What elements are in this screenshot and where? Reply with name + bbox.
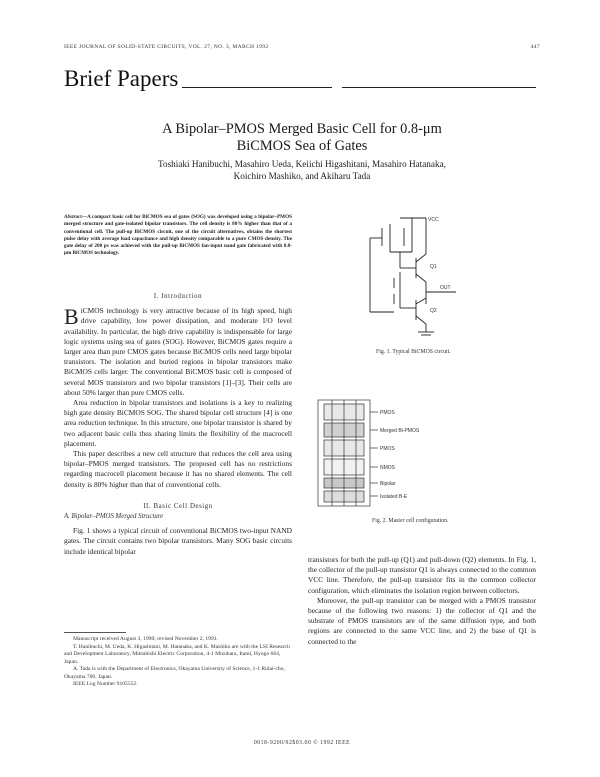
- authors-line-1: Toshiaki Hanibuchi, Masahiro Ueda, Keiichi Higashitani, Masahiro Hatanaka,: [158, 159, 446, 169]
- footnote-affil-2: A. Tada is with the Department of Electronics, Okayama University of Science, 1-1 Ridai-cho, Okayama 700, Japan.: [64, 666, 285, 680]
- intro-heading: I. Introduction: [153, 293, 203, 300]
- abstract-text: —A compact basic cell for BiCMOS sea of gates (SOG) was developed using a bipolar–PMOS merged structure and gate-isolated bipolar transistors. The cell density is 80% higher than that of a conventional cell. The pull-up BiCMOS circuit, one of the circuit alternatives, obtains the shortest pulse delay with average load capacitance and high density comparable to a pure CMOS density. The gate delay of 200 ps was achieved with the pull-up BiCMOS fan-input nand gate fabricated with 0.8-μm BiCMOS technology.: [64, 214, 292, 257]
- intro-p1-text: iCMOS technology is very attractive because of its high speed, high drive capability, low power dissipation, and moderate I/O level availability. In particular, the high drive capability is indispensable for large logic systems using sea of gates (SOG). However, BiCMOS gates require a larger area than pure CMOS gates because BiCMOS cells need large bipolar transistors. The isolation and buried regions in bipolar transistors make BiCMOS cells larger. The conventional BiCMOS basic cell is composed of several MOS transistors and two bipolar transistors [1]–[3]. Their cells are about 50% larger than pure CMOS cells.: [64, 306, 292, 397]
- footnote-rule: [64, 632, 126, 633]
- footnote-received: Manuscript received August 3, 1990; revised November 2, 1991.: [73, 636, 218, 642]
- section-head: Brief Papers: [64, 66, 179, 91]
- fig2-layer-label: NMOS: [380, 465, 395, 471]
- fig2-layout: [308, 398, 538, 510]
- design-heading: II. Basic Cell Design: [143, 502, 213, 510]
- right-column: [308, 555, 536, 647]
- running-header: [64, 44, 540, 50]
- fig2-layer-label: PMOS: [380, 410, 395, 416]
- abstract-label: Abstract: [64, 214, 82, 220]
- footnote-affil-1: T. Hanibuchi, M. Ueda, K. Higashitani, M. Hatanaka, and K. Mashiko are with the LSI Research and Development Laboratory, Mitsubishi Electric Corporation, 4-1 Mizuhara, Itami, Hyogo 664, Japan.: [64, 643, 290, 665]
- intro-paragraph-1: [64, 306, 292, 398]
- fig1-label-q1: Q1: [430, 264, 437, 270]
- right-paragraph-1: transistors for both the pull-up (Q1) and pull-down (Q2) elements. In Fig. 1, the collector of the pull-up transistor Q1 is always connected to the common VCC line. Therefore, the pull-up transistor fits in the common collector configuration, which eliminates the isolation region between collectors.: [308, 555, 536, 595]
- design-paragraph-1: Fig. 1 shows a typical circuit of conventional BiCMOS two-input NAND gates. The circuit contains two bipolar transistors. Many SOG basic circuits include identical bipolar: [64, 526, 292, 556]
- fig1-caption: Fig. 1. Typical BiCMOS circuit.: [376, 349, 451, 355]
- journal-line: IEEE JOURNAL OF SOLID-STATE CIRCUITS, VOL. 27, NO. 3, MARCH 1992: [64, 44, 269, 50]
- page-number: 447: [530, 44, 540, 50]
- design-subheading: A. Bipolar–PMOS Merged Structure: [64, 513, 164, 521]
- fig1-label-q2: Q2: [430, 308, 437, 314]
- paper-title: [64, 121, 540, 155]
- fig1-label-out: OUT: [440, 285, 451, 291]
- intro-paragraph-3: This paper describes a new cell structure that reduces the cell area using bipolar–PMOS merged transistors. The proposed cell has no restrictions regarding macrocell placement because it has no shared elements. The cell density is 80% higher than that of conventional cells.: [64, 449, 292, 489]
- footnote-log: IEEE Log Number 9105552.: [73, 681, 138, 687]
- author-list: [64, 159, 540, 182]
- fig1-label-vcc: VCC: [428, 217, 439, 223]
- authors-line-2: Koichiro Mashiko, and Akiharu Tada: [233, 170, 371, 181]
- right-paragraph-2: Moreover, the pull-up transistor can be merged with a PMOS transistor because of the following two reasons: 1) the collector of Q1 and the substrate of PMOS transistors are of the same diffusion type, and both regions are connected to the same VCC line, and 2) the base of Q1 is connected to the: [308, 595, 536, 646]
- title-line-2: BiCMOS Sea of Gates: [236, 138, 368, 154]
- fig2-layer-label: Merged Bi-PMOS: [380, 428, 420, 434]
- title-line-1: A Bipolar–PMOS Merged Basic Cell for 0.8-μm: [162, 121, 442, 137]
- fig2-layer-label: Isolated B-E: [380, 494, 408, 500]
- fig1-circuit: [360, 212, 470, 340]
- left-column: [64, 292, 292, 557]
- dropcap: B: [64, 304, 79, 330]
- fig2-caption: Fig. 2. Master cell configuration.: [372, 518, 449, 524]
- section-rule-left: [182, 87, 332, 88]
- footnotes: [64, 632, 292, 689]
- intro-paragraph-2: Area reduction in bipolar transistors and isolations is a key to realizing high gate density BiCMOS SOG. The shared bipolar cell structure [4] is one area reduction technique. In this structure, one bipolar transistor is shared by two adjacent basic cells thus sharing limits the flexibility of the macrocell placement.: [64, 398, 292, 448]
- abstract: [64, 214, 292, 258]
- fig2-layer-label: Bipolar: [380, 481, 396, 487]
- fig2-layer-label: PMOS: [380, 446, 395, 452]
- copyright-line: 0018-9200/92$03.00 © 1992 IEEE: [253, 740, 351, 746]
- section-rule-right: [342, 87, 536, 88]
